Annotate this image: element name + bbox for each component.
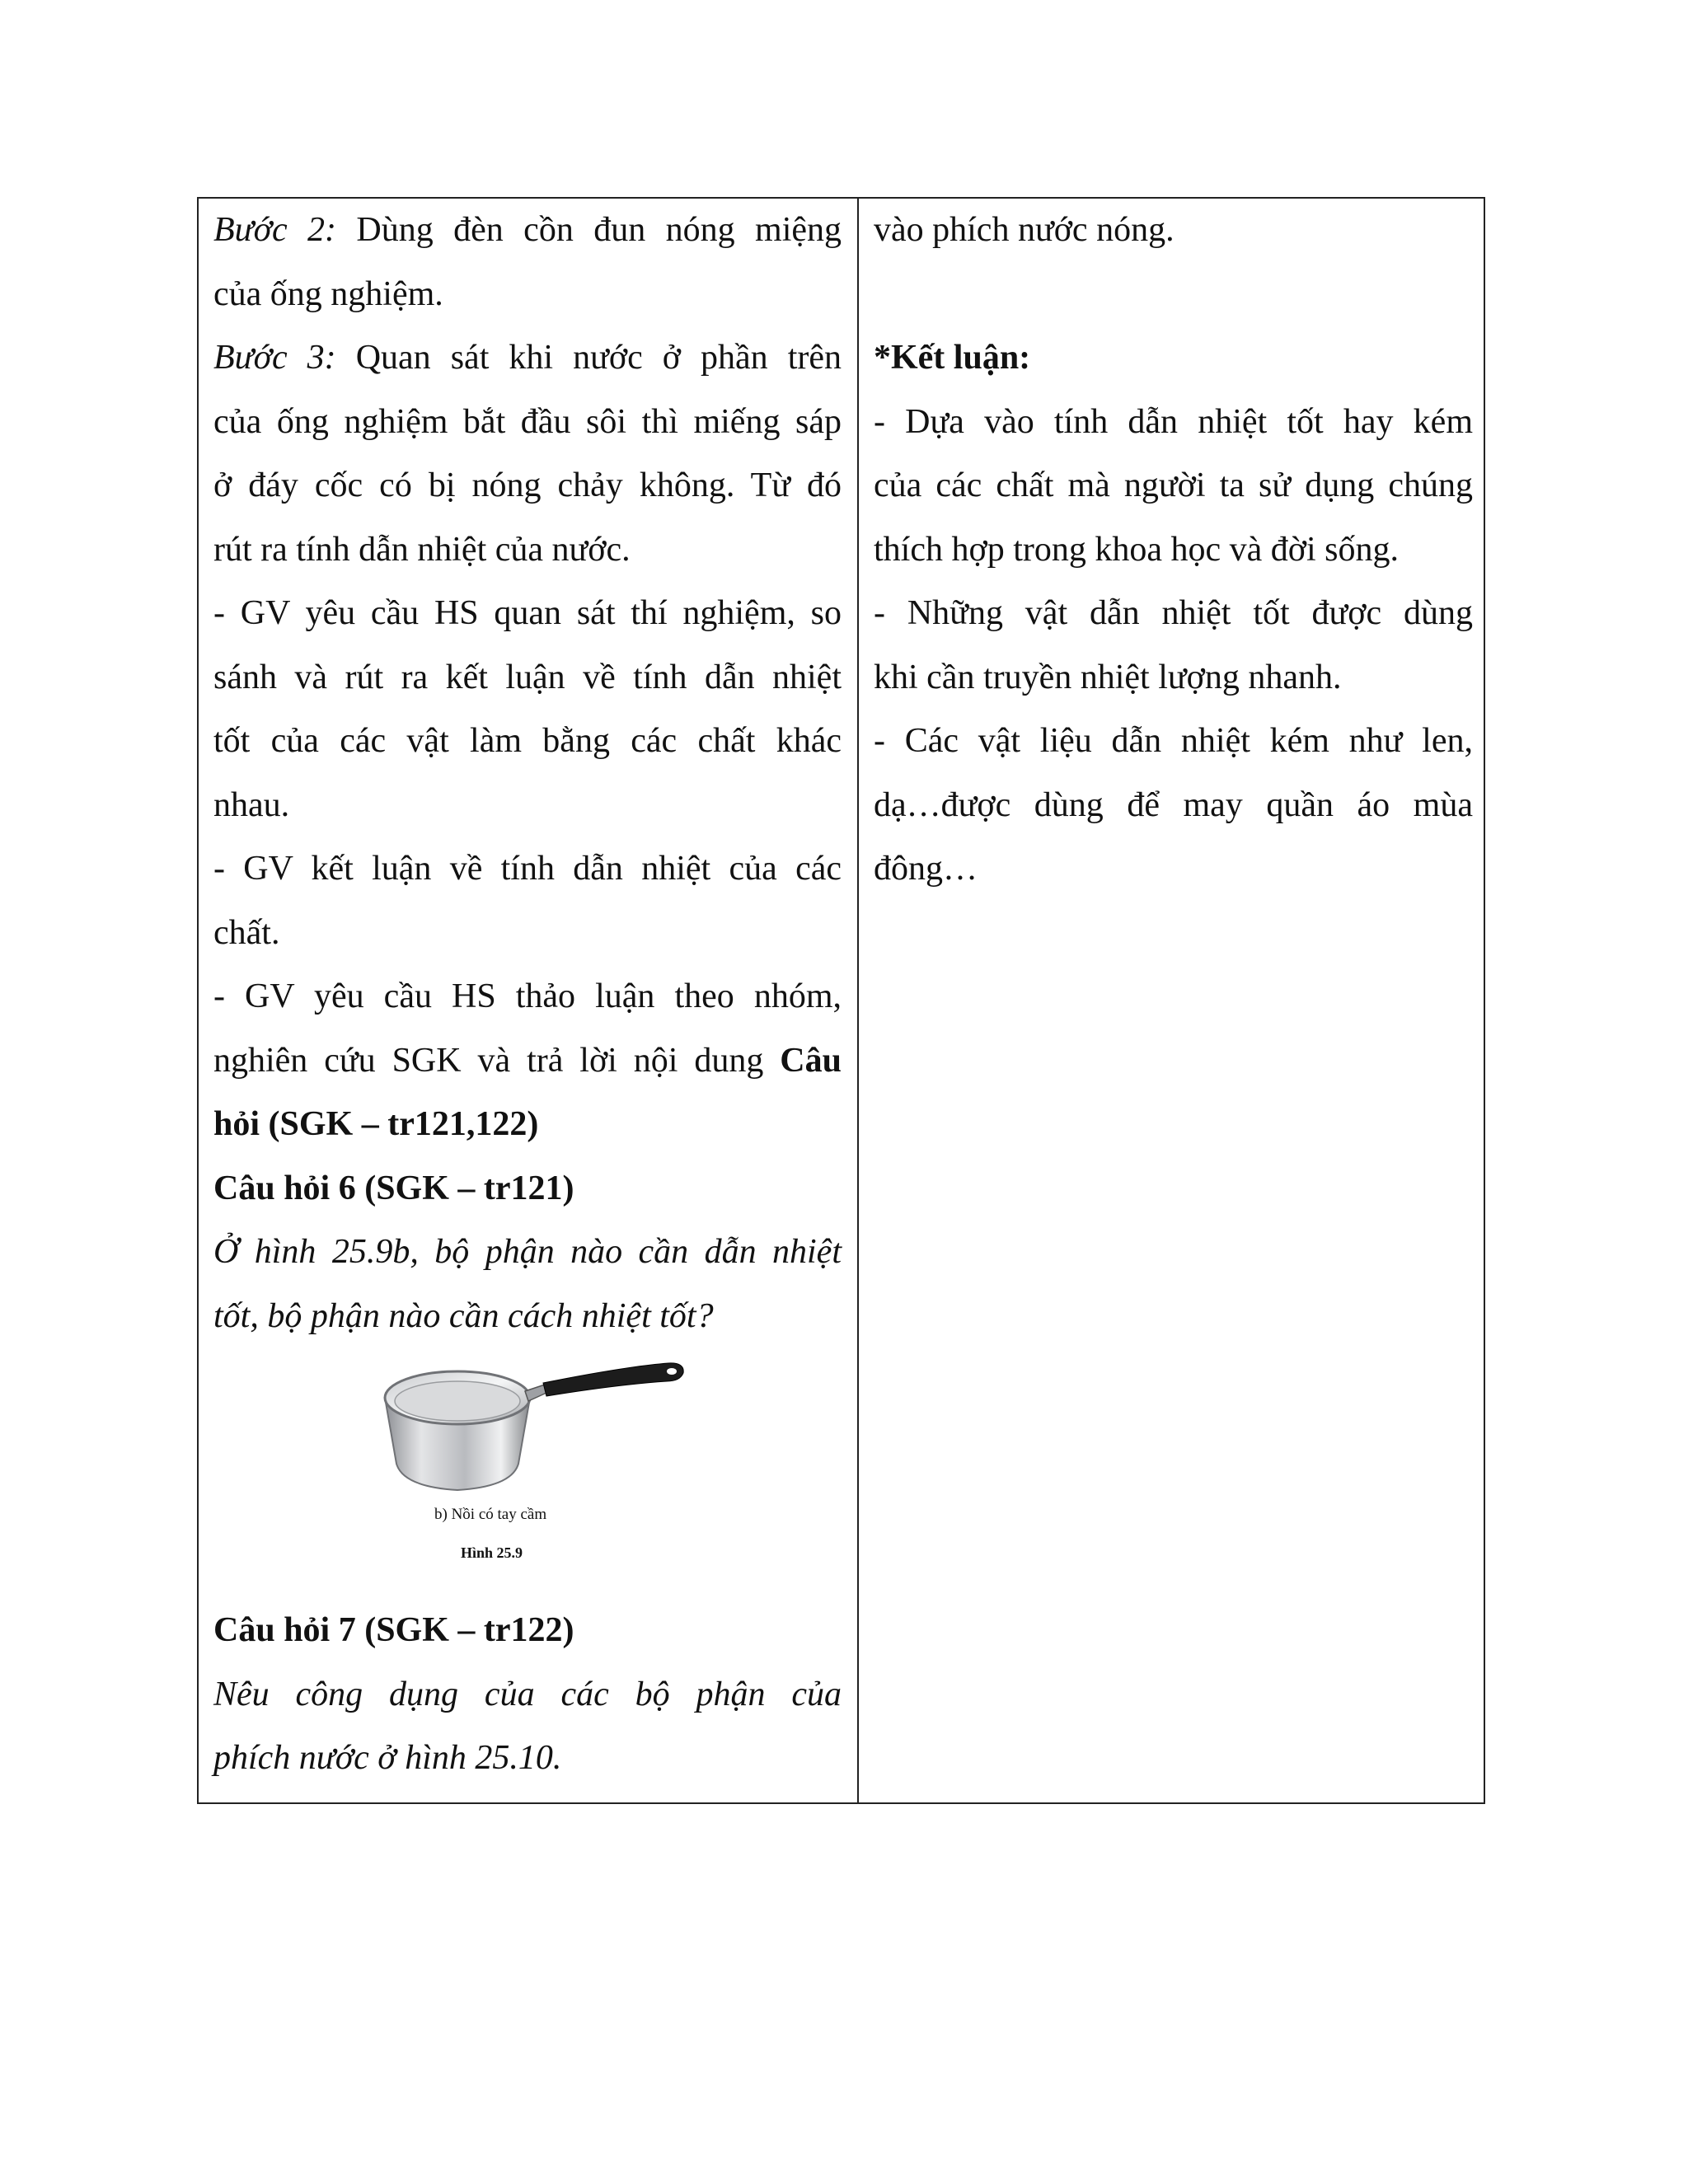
right-line-1: vào phích nước nóng. [874, 211, 1175, 249]
blank-line [874, 263, 1473, 327]
column-divider [857, 199, 859, 1802]
gv-instruction-2-line-2: chất. [213, 913, 280, 952]
step3-line [213, 326, 842, 391]
conclusion-3-line-2: dạ…được dùng để may quần áo mùa [874, 785, 1473, 824]
question-6-text-line-1: Ở hình 25.9b, bộ phận nào cần dẫn nhiệt [213, 1233, 842, 1271]
gv-instruction-1-line-1: - GV yêu cầu HS quan sát thí nghiệm, so [213, 594, 842, 632]
conclusion-1-line-1: - Dựa vào tính dẫn nhiệt tốt hay kém [874, 402, 1473, 441]
gv-instruction-1-line-3: tốt của các vật làm bằng các chất khác [213, 722, 842, 760]
step3-text: Quan sát khi nước ở phần trên [335, 339, 842, 377]
step2-label: Bước 2: [213, 211, 337, 249]
conclusion-2-line-1: - Những vật dẫn nhiệt tốt được dùng [874, 594, 1473, 632]
conclusion-1-line-2: của các chất mà người ta sử dụng chúng [874, 466, 1473, 504]
gv-instruction-3-line-1: - GV yêu cầu HS thảo luận theo nhóm, [213, 977, 842, 1015]
figure-caption: b) Nồi có tay cầm [434, 1506, 547, 1523]
step3-line-3: ở đáy cốc có bị nóng chảy không. Từ đó [213, 466, 842, 504]
question-7-heading: Câu hỏi 7 (SGK – tr122) [213, 1611, 574, 1649]
gv-instruction-3-bold: Câu [780, 1041, 842, 1080]
question-7-text-line-1: Nêu công dụng của các bộ phận của [213, 1675, 842, 1713]
question-6-text-line-2: tốt, bộ phận nào cần cách nhiệt tốt? [213, 1296, 714, 1335]
question-7-text-line-2: phích nước ở hình 25.10. [213, 1739, 562, 1777]
gv-instruction-2-line-1: - GV kết luận về tính dẫn nhiệt của các [213, 850, 842, 888]
saucepan-image [378, 1355, 692, 1503]
step2-text: Dùng đèn cồn đun nóng miệng [336, 211, 842, 249]
step3-line-2: của ống nghiệm bắt đầu sôi thì miếng sáp [213, 402, 842, 441]
conclusion-3-line-1: - Các vật liệu dẫn nhiệt kém như len, [874, 722, 1473, 760]
step2-line-2: của ống nghiệm. [213, 274, 443, 313]
step3-label: Bước 3: [213, 339, 336, 377]
lesson-table [197, 197, 1485, 1804]
conclusion-1-line-3: thích hợp trong khoa học và đời sống. [874, 530, 1399, 569]
gv-instruction-1-line-4: nhau. [213, 785, 290, 824]
conclusion-3-line-3: đông… [874, 850, 978, 888]
left-column-cell [213, 199, 842, 1791]
gv-instruction-3-text: nghiên cứu SGK và trả lời nội dung [213, 1041, 781, 1080]
conclusion-2-line-2: khi cần truyền nhiệt lượng nhanh. [874, 658, 1342, 696]
gv-instruction-1-line-2: sánh và rút ra kết luận về tính dẫn nhiệt [213, 658, 842, 696]
question-6-heading: Câu hỏi 6 (SGK – tr121) [213, 1169, 574, 1207]
figure-number: Hình 25.9 [461, 1544, 523, 1561]
gv-instruction-3-line-2 [213, 1029, 842, 1094]
conclusion-heading: *Kết luận: [874, 339, 1031, 377]
figure-25-9 [213, 1355, 842, 1561]
step2-line [213, 199, 842, 263]
step3-line-4: rút ra tính dẫn nhiệt của nước. [213, 530, 631, 569]
right-column-cell [874, 199, 1473, 902]
gv-instruction-3-line-3: hỏi (SGK – tr121,122) [213, 1105, 539, 1143]
